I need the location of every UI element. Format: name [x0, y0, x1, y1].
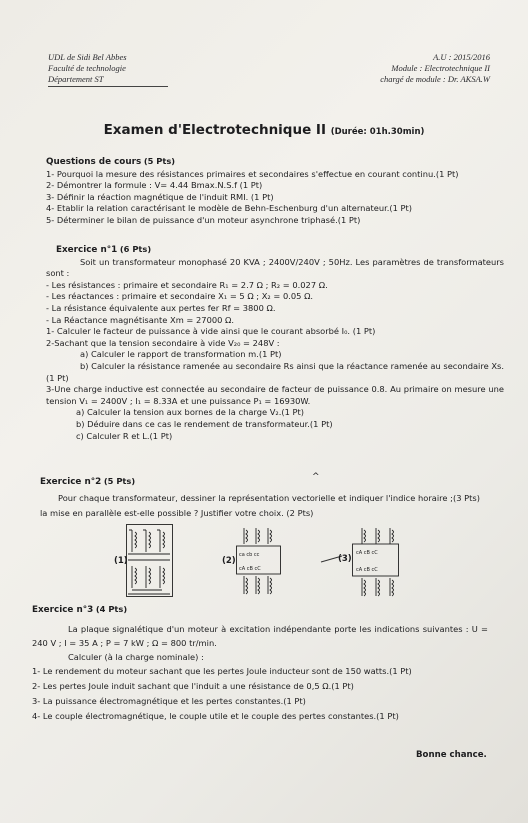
header-year: A.U : 2015/2016 [433, 52, 490, 62]
ex2-heading: Exercice n°2 [40, 477, 102, 487]
questions-points: (5 Pts) [143, 156, 176, 166]
ex1-q2: 2-Sachant que la tension secondaire à vide V₂₀ = 248V : [46, 337, 280, 348]
question-item: 3- Définir la réaction magnétique de l'induit RMI. (1 Pt) [46, 191, 274, 202]
ex1-heading-line [46, 244, 504, 257]
question-item: 2- Démontrer la formule : V= 4.44 Bmax.N.S.f (1 Pt) [46, 180, 263, 191]
questions-heading-line [46, 156, 506, 169]
ex3-heading-line [32, 604, 488, 617]
exercise-3 [32, 604, 488, 724]
ex1-param: - La Réactance magnétisante Xm = 27000 Ω. [46, 314, 235, 325]
exercise-1 [46, 244, 504, 442]
fig-label-3: (3) [338, 554, 352, 564]
ex3-item: 4- Le couple électromagnétique, le couple utile et le couple des pertes constantes.(1 Pt) [32, 710, 399, 721]
ex3-item: 3- La puissance électromagnétique et les pertes constantes.(1 Pt) [32, 695, 306, 706]
ex2-text: Pour chaque transformateur, dessiner la représentation vectorielle et indiquer l'indice horaire ;(3 Pts) la mise en parallèle est-elle possible ? Justifier votre choix. (2 Pts) [40, 492, 480, 518]
header-university: UDL de Sidi Bel Abbes [48, 52, 127, 62]
header-module: Module : Electrotechnique II [391, 63, 490, 73]
fig3-top-terminals: cA cB cC [356, 550, 378, 556]
ex3-item: 1- Le rendement du moteur sachant que les pertes Joule inducteur sont de 150 watts.(1 Pt) [32, 665, 412, 676]
ex1-param: - Les réactances : primaire et secondaire X₁ = 5 Ω ; X₂ = 0.05 Ω. [46, 291, 314, 302]
header-rule [48, 86, 168, 87]
fig2-bottom-terminals: cA cB cC [239, 566, 261, 572]
handwritten-caret: ^ [312, 472, 320, 482]
fig3-bottom-terminals: cA cB cC [356, 567, 378, 573]
header-department: Département ST [48, 74, 104, 84]
ex1-intro: Soit un transformateur monophasé 20 KVA ; 2400V/240V ; 50Hz. Les paramètres de transformateurs sont : [46, 256, 504, 279]
exam-duration: (Durée: 01h.30min) [330, 127, 425, 137]
ex1-q2a: a) Calculer le rapport de transformation m.(1 Pt) [80, 349, 282, 360]
ex3-item: 2- Les pertes Joule induit sachant que l'induit a une résistance de 0,5 Ω.(1 Pt) [32, 680, 354, 691]
header-institution [48, 52, 168, 87]
fig2-top-terminals: ca cb cc [239, 552, 260, 558]
transformer-figures [0, 522, 528, 600]
closing-wish: Bonne chance. [416, 750, 487, 760]
ex3-calc: Calculer (à la charge nominale) : [68, 651, 204, 662]
ex3-points: (4 Pts) [95, 604, 128, 614]
transformer-diagram-1 [126, 524, 178, 598]
header-teacher: chargé de module : Dr. AKSA.W [380, 74, 490, 84]
question-item: 1- Pourquoi la mesure des résistances primaires et secondaires s'effectue en courant continu.(1 Pt) [46, 168, 459, 179]
ex3-intro: La plaque signalétique d'un moteur à excitation indépendante porte les indications suivantes : U = 240 V ; I = 35 A ; P = 7 kW ; Ω = 800 tr/min. [32, 623, 488, 648]
ex1-param: - Les résistances : primaire et secondaire R₁ = 2.7 Ω ; R₂ = 0.027 Ω. [46, 279, 328, 290]
ex1-points: (6 Pts) [119, 244, 152, 254]
fig-label-1: (1) [114, 556, 128, 566]
ex1-param: - La résistance équivalente aux pertes fer Rf = 3800 Ω. [46, 302, 276, 313]
transformer-diagram-3 [352, 526, 402, 598]
header-course-info [380, 52, 490, 85]
ex3-heading: Exercice n°3 [32, 605, 94, 615]
ex1-q3: 3-Une charge inductive est connectée au secondaire de facteur de puissance 0.8. Au primaire on mesure une tension V₁ = 2400V ; I₁ = 8.33A et une puissance P₁ = 16930W. [46, 384, 504, 406]
questions-section [46, 156, 506, 227]
exercise-2 [40, 476, 480, 521]
ex1-q1: 1- Calculer le facteur de puissance à vide ainsi que le courant absorbé I₀. (1 Pt) [46, 326, 376, 337]
question-item: 5- Déterminer le bilan de puissance d'un moteur asynchrone triphasé.(1 Pt) [46, 214, 361, 225]
exam-title-main: Examen d'Electrotechnique II [103, 122, 326, 138]
ex1-q3c: c) Calculer R et L.(1 Pt) [76, 430, 173, 441]
ex2-heading-line [40, 476, 480, 489]
header-faculty: Faculté de technologie [48, 63, 126, 73]
exam-title [0, 122, 528, 138]
questions-heading: Questions de cours [46, 157, 142, 167]
ex1-heading: Exercice n°1 [56, 245, 118, 255]
ex1-q2b: b) Calculer la résistance ramenée au secondaire Rs ainsi que la réactance ramenée au secondaire Xs.(1 Pt) [46, 360, 504, 383]
ex1-q3b: b) Déduire dans ce cas le rendement de transformateur.(1 Pt) [76, 418, 333, 429]
fig-label-2: (2) [222, 556, 236, 566]
question-item: 4- Etablir la relation caractérisant le modèle de Behn-Eschenburg d'un alternateur.(1 Pt) [46, 203, 413, 214]
transformer-diagram-2 [236, 526, 284, 598]
ex2-points: (5 Pts) [103, 476, 136, 486]
ex1-q3a: a) Calculer la tension aux bornes de la charge V₂.(1 Pt) [76, 407, 304, 418]
